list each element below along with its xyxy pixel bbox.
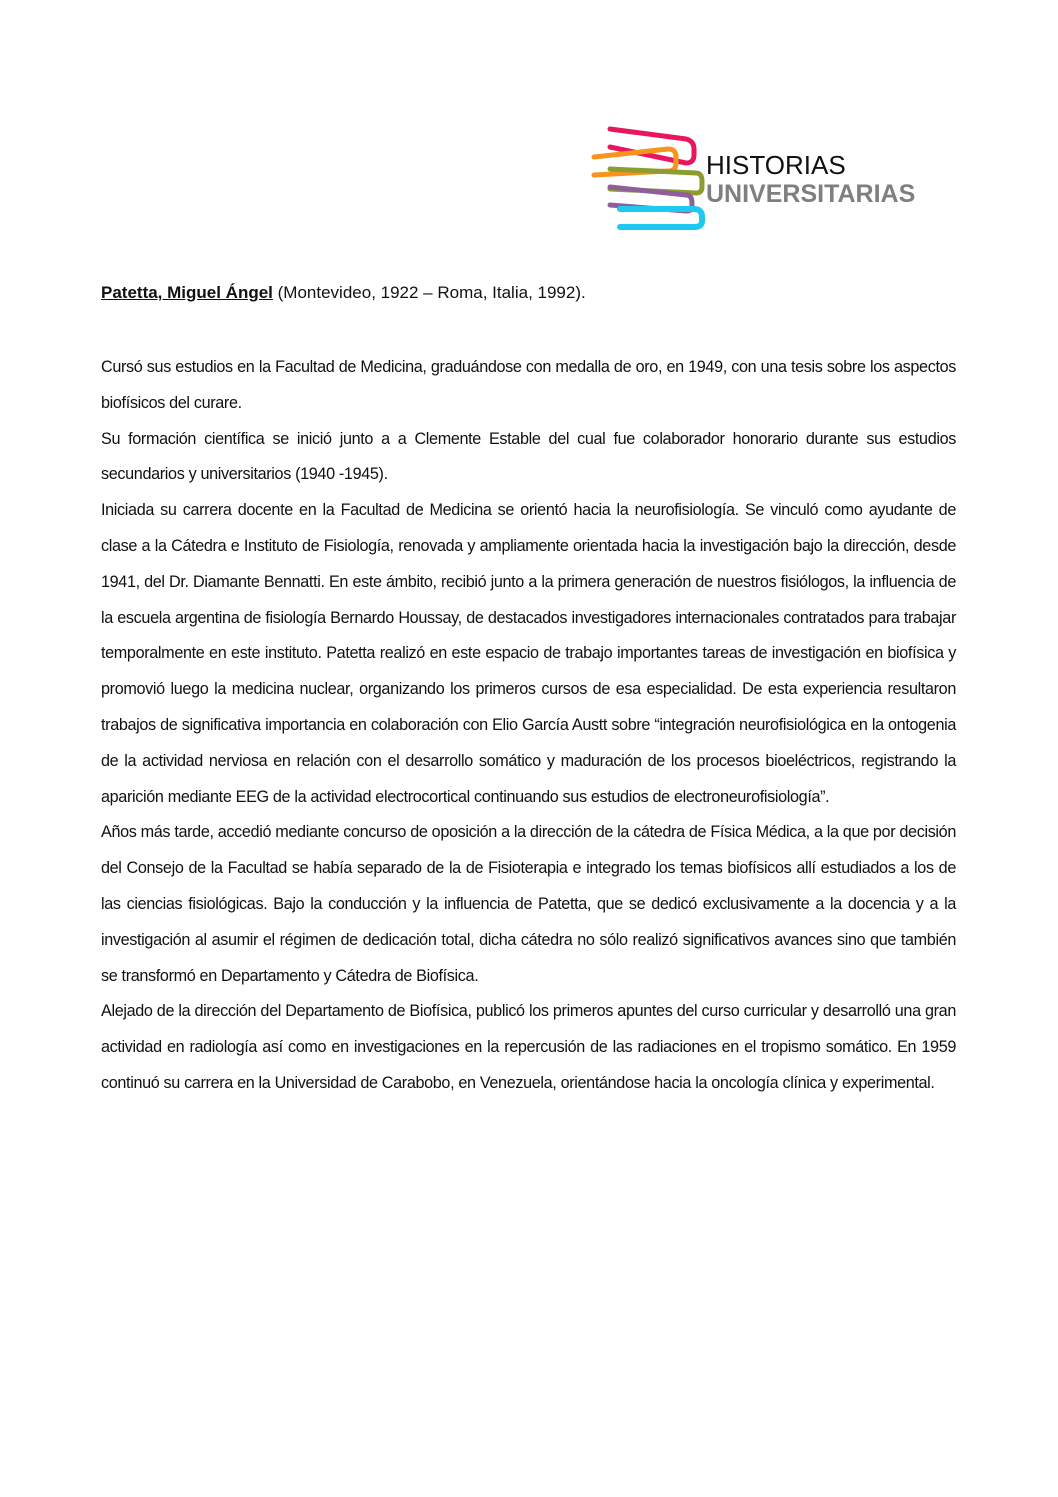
books-stack-icon: [588, 125, 706, 235]
book-cyan: [620, 209, 702, 227]
paragraph: Su formación científica se inició junto a a Clemente Estable del cual fue colaborador honorario durante sus estudios secundarios y universitarios (1940 -1945).: [101, 429, 956, 484]
book-pink: [610, 129, 694, 163]
paragraph: Iniciada su carrera docente en la Facultad de Medicina se orientó hacia la neurofisiología. Se vinculó como ayudante de clase a la Cátedra e Instituto de Fisiología, renovada y ampliamente orientada hacia la investigación bajo la dirección, desde 1941, del Dr. Diamante Bennatti. En este ámbito, recibió junto a la primera generación de nuestros fisiólogos, la influencia de la escuela argentina de fisiología Bernardo Houssay, de destacados investigadores internacionales contratados para trabajar temporalmente en este instituto. Patetta realizó en este espacio de trabajo importantes tareas de investigación en biofísica y promovió luego la medicina nuclear, organizando los primeros cursos de esa especialidad. De esta experiencia resultaron trabajos de significativa importancia en colaboración con Elio García Austt sobre “integración neurofisiológica en la ontogenia de la actividad nerviosa en relación con el desarrollo somático y maduración de los procesos bioeléctricos, registrando la aparición mediante EEG de la actividad electrocortical continuando sus estudios de electroneurofisiología”.: [101, 501, 956, 806]
biography-text: [101, 350, 956, 1102]
historias-universitarias-logo: [588, 125, 933, 235]
document-body: [101, 280, 956, 1102]
entry-heading: [101, 280, 956, 306]
paragraph: Años más tarde, accedió mediante concurso de oposición a la dirección de la cátedra de Física Médica, a la que por decisión del Consejo de la Facultad se había separado de la de Fisioterapia e integrado los temas biofísicos allí estudiados a los de las ciencias fisiológicas. Bajo la conducción y la influencia de Patetta, que se dedicó exclusivamente a la docencia y a la investigación al asumir el régimen de dedicación total, dicha cátedra no sólo realizó significativos avances sino que también se transformó en Departamento y Cátedra de Biofísica.: [101, 823, 956, 985]
logo-title-line2: UNIVERSITARIAS: [706, 180, 916, 208]
paragraph: Alejado de la dirección del Departamento de Biofísica, publicó los primeros apuntes del curso curricular y desarrolló una gran actividad en radiología así como en investigaciones en la repercusión de las radiaciones en el tropismo somático. En 1959 continuó su carrera en la Universidad de Carabobo, en Venezuela, orientándose hacia la oncología clínica y experimental.: [101, 1002, 956, 1092]
paragraph: Cursó sus estudios en la Facultad de Medicina, graduándose con medalla de oro, en 1949, con una tesis sobre los aspectos biofísicos del curare.: [101, 358, 956, 412]
logo-title-line1: HISTORIAS: [706, 150, 846, 180]
person-name: Patetta, Miguel Ángel: [101, 283, 273, 302]
person-dates-places: (Montevideo, 1922 – Roma, Italia, 1992).: [272, 283, 586, 302]
